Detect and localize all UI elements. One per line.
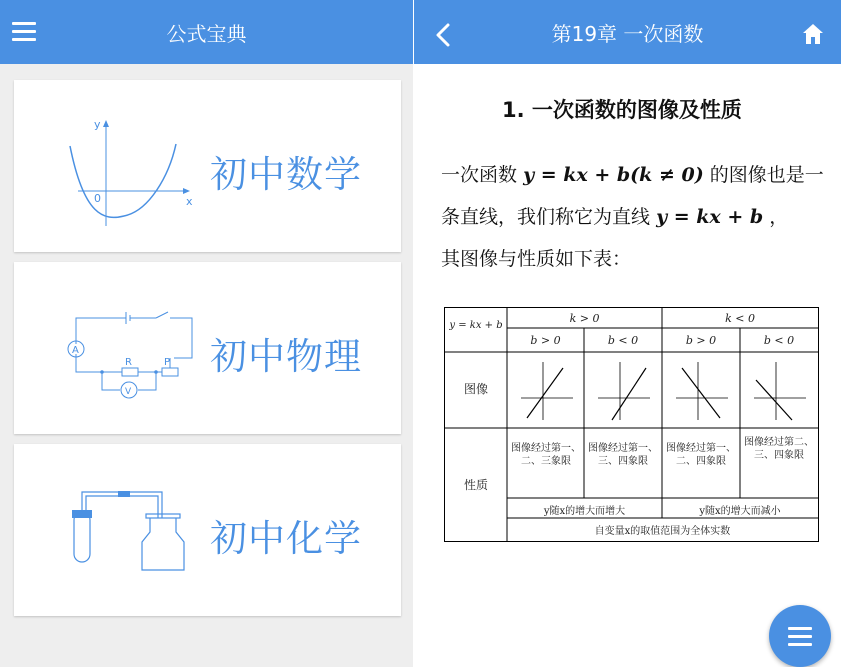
chapter-screen — [414, 0, 841, 667]
paragraph-line-1 — [441, 160, 824, 187]
subject-card-chemistry[interactable] — [14, 444, 401, 616]
graph-k-neg-b-pos — [674, 360, 730, 422]
subject-label-physics: 初中物理 — [210, 335, 362, 378]
chapter-title: 第19章 一次函数 — [551, 22, 704, 46]
row-label-property: 性质 — [463, 478, 488, 492]
voltmeter-label: V — [125, 387, 132, 397]
paragraph-text: ， — [769, 206, 789, 228]
subject-card-physics[interactable] — [14, 262, 401, 434]
k-negative-header: k < 0 — [725, 312, 755, 325]
b-header: b < 0 — [763, 334, 795, 347]
slider-label: P — [164, 357, 171, 368]
graph-k-pos-b-pos — [519, 360, 575, 422]
b-header: b < 0 — [607, 334, 639, 347]
paragraph-text: 条直线，我们称它为直线 — [441, 206, 651, 228]
x-axis-label: x — [186, 195, 193, 208]
paragraph-text: 的图像也是一 — [709, 164, 824, 186]
top-app-bar — [414, 0, 841, 64]
quadrant-text: 图像经过第一、三、四象限 — [588, 443, 658, 467]
domain-text: 自变量x的取值范围为全体实数 — [594, 526, 731, 537]
origin-label: 0 — [94, 192, 101, 205]
paragraph-text: 一次函数 — [441, 164, 518, 186]
trend-decreasing: y随x的增大而减小 — [699, 506, 781, 517]
k-positive-header: k > 0 — [569, 312, 600, 325]
paragraph-line-2 — [441, 202, 788, 229]
b-header: b > 0 — [685, 334, 717, 347]
section-heading: 1. 一次函数的图像及性质 — [502, 98, 742, 122]
home-screen — [0, 0, 413, 667]
trend-increasing: y随x的增大而增大 — [543, 506, 626, 517]
graph-k-neg-b-neg — [752, 360, 808, 422]
formula: y = kx + b(k ≠ 0) — [523, 164, 704, 186]
quadrant-text: 图像经过第一、二、四象限 — [666, 443, 736, 467]
row-label-image: 图像 — [463, 382, 488, 396]
linear-function-table — [444, 307, 819, 542]
parabola-graph-icon — [64, 116, 204, 236]
floating-menu-button[interactable] — [769, 605, 831, 667]
app-title: 公式宝典 — [166, 22, 247, 46]
test-tube-apparatus-icon — [70, 484, 210, 584]
circuit-diagram-icon — [66, 304, 206, 404]
subject-card-math[interactable] — [14, 80, 401, 252]
home-icon[interactable] — [801, 22, 825, 46]
paragraph-line-3: 其图像与性质如下表： — [441, 248, 632, 270]
top-app-bar — [0, 0, 413, 64]
subject-label-math: 初中数学 — [210, 153, 362, 196]
b-header: b > 0 — [530, 334, 561, 347]
y-axis-label: y — [94, 118, 101, 131]
ammeter-label: A — [72, 345, 79, 356]
subject-label-chemistry: 初中化学 — [210, 517, 362, 560]
quadrant-text: 图像经过第一、二、三象限 — [511, 443, 581, 467]
quadrant-text: 图像经过第二、三、四象限 — [744, 437, 814, 461]
formula: y = kx + b — [656, 206, 764, 228]
table-corner-label: y = kx + b — [449, 320, 503, 331]
resistor-label: R — [125, 357, 132, 368]
graph-k-pos-b-neg — [596, 360, 652, 422]
